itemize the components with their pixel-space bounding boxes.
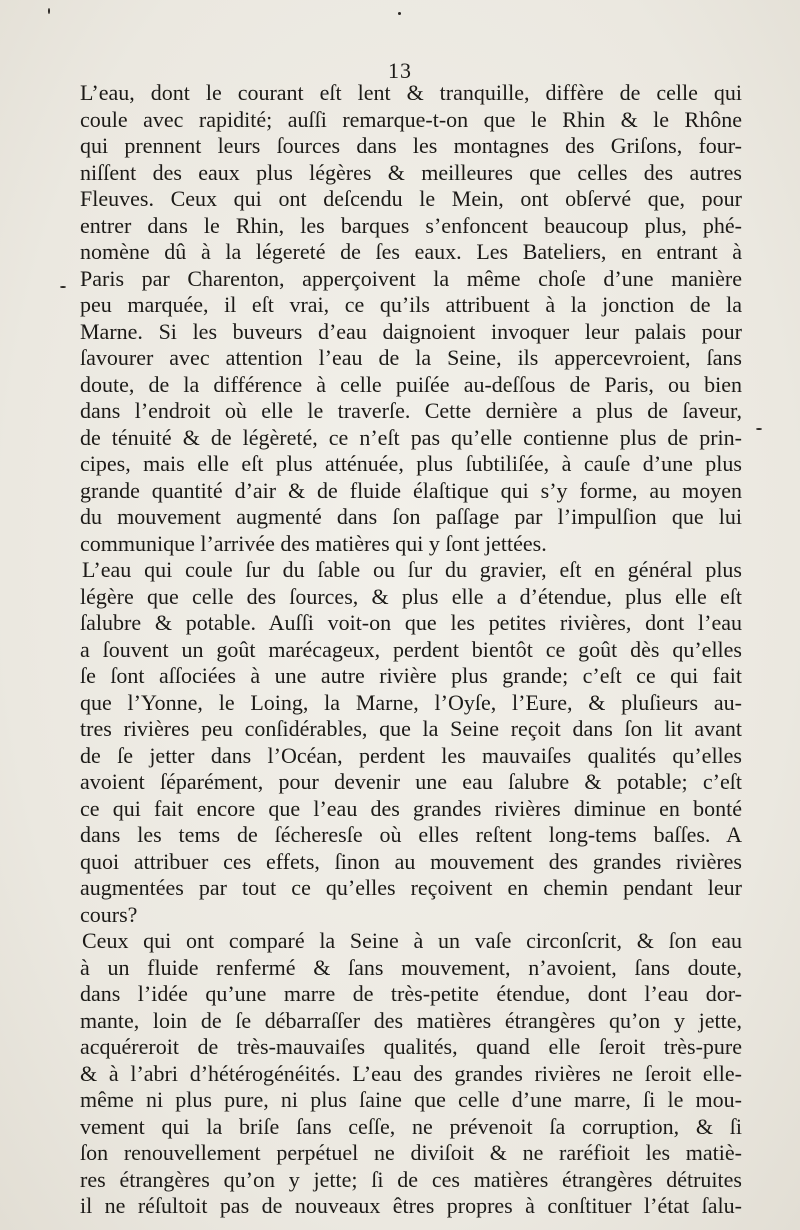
text-line: dans les tems de ſécheresſe où elles reſtent long-tems baſſes. A	[80, 822, 742, 847]
text-line: ſon renouvellement perpétuel ne diviſoit & ne raréfioit les matiè-	[80, 1140, 742, 1165]
text-line: & à l’abri d’hétérogénéités. L’eau des grandes rivières ne ſeroit elle-	[80, 1060, 742, 1086]
text-line: Paris par Charenton, apperçoivent la même choſe d’une manière	[80, 265, 742, 291]
text-line: Ceux qui ont comparé la Seine à un vaſe circonſcrit, & ſon eau	[82, 928, 742, 953]
text-line: nomène dû à la légereté de ſes eaux. Les Bateliers, en entrant à	[80, 239, 742, 264]
page-number: 13	[388, 58, 412, 83]
body-text	[80, 80, 742, 1220]
text-line: à un fluide renfermé & ſans mouvement, n’avoient, ſans doute,	[80, 954, 742, 980]
text-line: dans l’endroit où elle le traverſe. Cette dernière a plus de ſaveur,	[80, 398, 742, 423]
text-line: cipes, mais elle eſt plus atténuée, plus ſubtiliſée, à cauſe d’une plus	[80, 451, 742, 476]
text-line: ce qui fait encore que l’eau des grandes rivières diminue en bonté	[80, 795, 742, 821]
text-line: doute, de la différence à celle puiſée au-deſſous de Paris, ou bien	[80, 371, 742, 397]
text-line: de ténuité & de légèreté, ce n’eſt pas qu’elle contienne plus de prin-	[80, 424, 742, 450]
text-line: cours?	[80, 901, 138, 927]
text-line: tres rivières peu conſidérables, que la Seine reçoit dans ſon lit avant	[80, 716, 742, 741]
text-line: augmentées par tout ce qu’elles reçoivent en chemin pendant leur	[80, 875, 742, 900]
text-line: qui prennent leurs ſources dans les montagnes des Griſons, four-	[80, 133, 742, 158]
text-line: a ſouvent un goût marécageux, perdent bientôt ce goût dès qu’elles	[80, 636, 742, 662]
text-line: acquéreroit de très-mauvaiſes qualités, quand elle ſeroit très-pure	[80, 1034, 742, 1059]
text-line: communique l’arrivée des matières qui y ſont jettées.	[80, 530, 547, 556]
ink-speck	[398, 12, 401, 15]
text-line: L’eau, dont le courant eſt lent & tranquille, diffère de celle qui	[80, 80, 742, 105]
text-line: avoient ſéparément, pour devenir une eau ſalubre & potable; c’eſt	[80, 769, 742, 794]
text-line: mante, loin de ſe débarraſſer des matières étrangères qu’on y jette,	[80, 1007, 742, 1033]
text-line: que l’Yonne, le Loing, la Marne, l’Oyſe, l’Eure, & pluſieurs au-	[80, 689, 742, 715]
text-line: Fleuves. Ceux qui ont deſcendu le Mein, ont obſervé que, pour	[80, 186, 742, 211]
text-line: coule avec rapidité; auſſi remarque-t-on que le Rhin & le Rhône	[80, 106, 742, 132]
text-line: Marne. Si les buveurs d’eau daignoient invoquer leur palais pour	[80, 318, 742, 344]
text-line: il ne réſultoit pas de nouveaux êtres propres à conſtituer l’état ſalu-	[80, 1193, 742, 1218]
text-line: ſavourer avec attention l’eau de la Seine, ils appercevroient, ſans	[80, 345, 742, 370]
text-line: vement qui la briſe ſans ceſſe, ne prévenoit ſa corruption, & ſi	[80, 1113, 742, 1139]
text-line: grande quantité d’air & de fluide élaſtique qui s’y forme, au moyen	[80, 477, 742, 503]
ink-speck	[756, 428, 762, 430]
text-line: ſalubre & potable. Auſſi voit-on que les petites rivières, dont l’eau	[80, 610, 742, 635]
text-line: niſſent des eaux plus légères & meilleures que celles des autres	[80, 159, 742, 185]
text-line: du mouvement augmenté dans ſon paſſage par l’impulſion que lui	[80, 504, 742, 529]
text-line: quoi attribuer ces effets, ſinon au mouvement des grandes rivières	[80, 848, 742, 874]
text-line: de ſe jetter dans l’Océan, perdent les mauvaiſes qualités qu’elles	[80, 742, 742, 768]
text-line: même ni plus pure, ni plus ſaine que celle d’une marre, ſi le mou-	[80, 1087, 742, 1112]
text-line: légère que celle des ſources, & plus elle a d’étendue, plus elle eſt	[80, 583, 742, 609]
text-line: ſe ſont aſſociées à une autre rivière plus grande; c’eſt ce qui fait	[80, 663, 742, 688]
ink-speck	[60, 286, 66, 288]
text-line: L’eau qui coule ſur du ſable ou ſur du gravier, eſt en général plus	[82, 557, 742, 582]
text-line: dans l’idée qu’une marre de très-petite étendue, dont l’eau dor-	[80, 981, 742, 1006]
text-line: peu marquée, il eſt vrai, ce qu’ils attribuent à la jonction de la	[80, 292, 742, 317]
ink-speck	[48, 8, 50, 14]
text-line: res étrangères qu’on y jette; ſi de ces matières étrangères détruites	[80, 1166, 742, 1192]
text-line: entrer dans le Rhin, les barques s’enfoncent beaucoup plus, phé-	[80, 212, 742, 238]
